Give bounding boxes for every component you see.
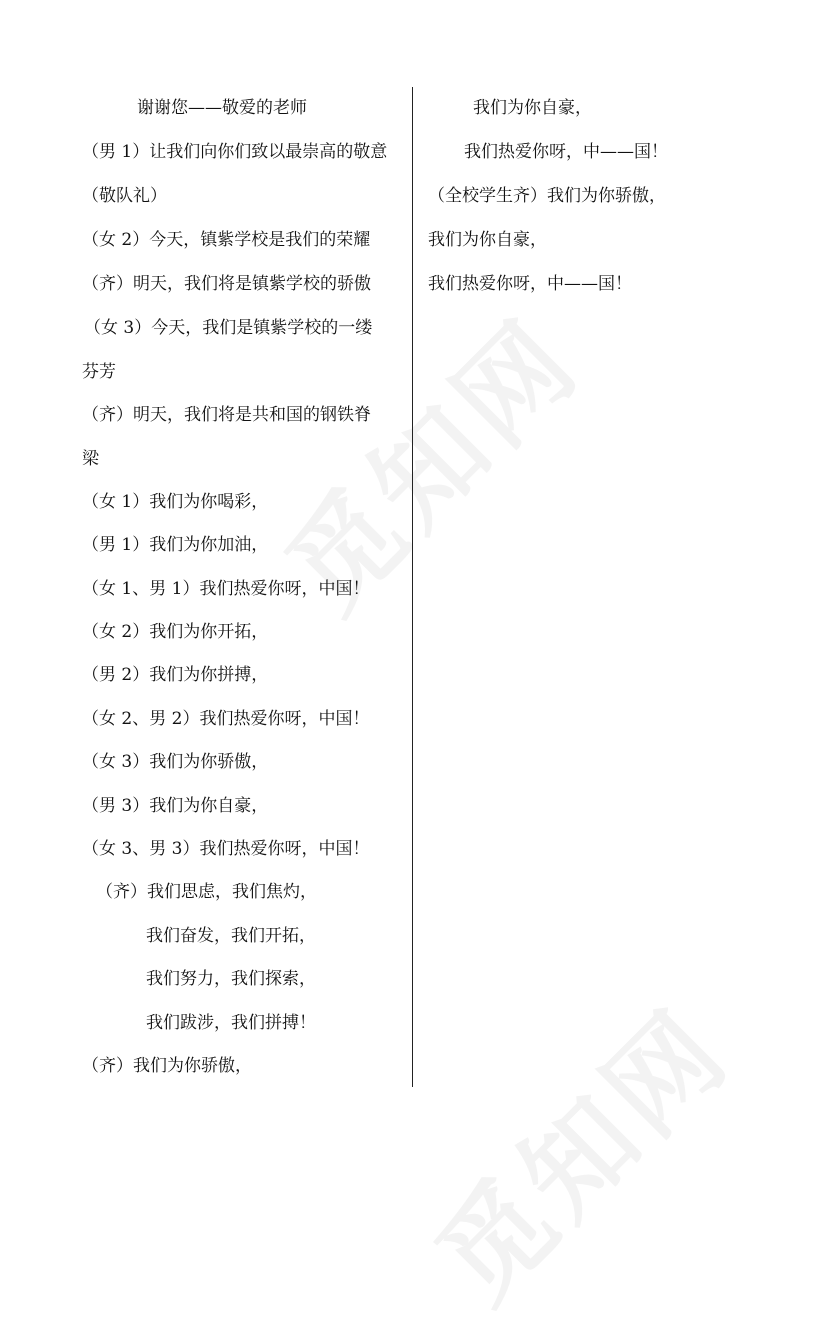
script-line: 我们跋涉，我们拼搏！ <box>146 1013 316 1033</box>
script-line: （全校学生齐）我们为你骄傲， <box>428 186 666 206</box>
script-line: （女 2、男 2）我们热爱你呀，中国！ <box>82 709 370 729</box>
script-line: 梁 <box>82 449 99 469</box>
script-line: （女 2）今天，镇紫学校是我们的荣耀 <box>82 230 371 250</box>
script-line: 我们为你自豪， <box>473 98 592 118</box>
script-line: （男 1）让我们向你们致以最崇高的敬意 <box>82 142 388 162</box>
script-line: 我们热爱你呀，中——国！ <box>464 142 668 162</box>
script-line: （女 3）今天，我们是镇紫学校的一缕 <box>84 318 373 338</box>
script-line: （男 3）我们为你自豪， <box>82 796 269 816</box>
page-title: 谢谢您——敬爱的老师 <box>137 98 307 118</box>
script-line: （敬队礼） <box>82 186 167 206</box>
script-line: （男 1）我们为你加油， <box>82 535 269 555</box>
script-line: （齐）明天，我们将是共和国的钢铁脊 <box>82 405 371 425</box>
script-line: 芬芳 <box>82 362 116 382</box>
script-line: （女 1、男 1）我们热爱你呀，中国！ <box>82 579 370 599</box>
script-line: （女 1）我们为你喝彩， <box>82 492 269 512</box>
column-divider <box>412 87 413 1087</box>
script-line: 我们努力，我们探索， <box>146 969 316 989</box>
script-line: （齐）明天，我们将是镇紫学校的骄傲 <box>82 274 371 294</box>
script-line: （女 2）我们为你开拓， <box>82 622 269 642</box>
script-line: （男 2）我们为你拼搏， <box>82 665 269 685</box>
script-line: （女 3、男 3）我们热爱你呀，中国！ <box>82 839 370 859</box>
script-line: （女 3）我们为你骄傲， <box>82 752 269 772</box>
script-line: 我们奋发，我们开拓， <box>146 926 316 946</box>
script-line: （齐）我们为你骄傲， <box>82 1056 252 1076</box>
script-line: （齐）我们思虑，我们焦灼， <box>96 882 317 902</box>
script-line: 我们为你自豪， <box>428 230 547 250</box>
script-line: 我们热爱你呀，中——国！ <box>428 274 632 294</box>
watermark <box>396 968 758 1330</box>
